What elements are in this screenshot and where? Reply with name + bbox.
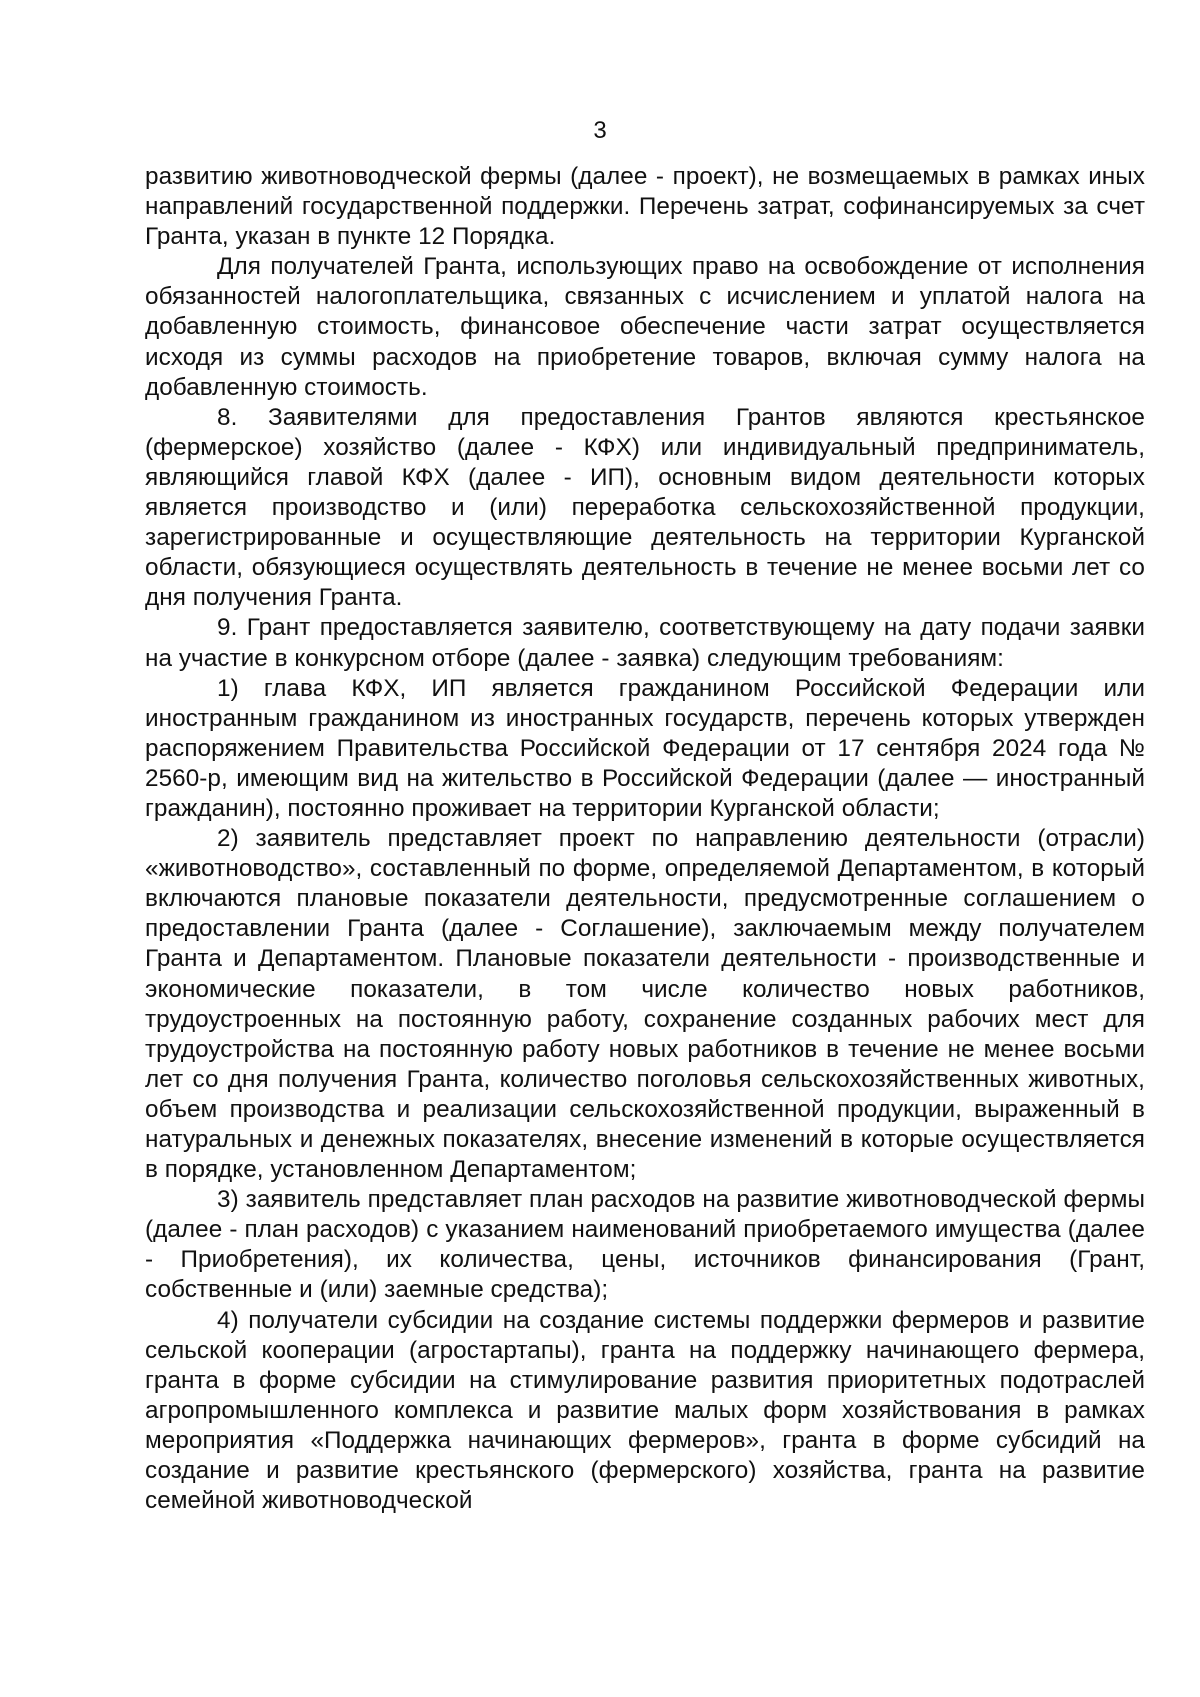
- paragraph-continuation: развитию животноводческой фермы (далее - проект), не возмещаемых в рамках иных направлений государственной поддержки. Перечень затрат, софинансируемых за счет Гранта, указан в пункте 12 Порядка.: [145, 163, 1145, 251]
- paragraph-item-8: 8. Заявителями для предоставления Грантов являются крестьянское (фермерское) хозяйство (далее - КФХ) или индивидуальный предприниматель, являющийся главой КФХ (далее - ИП), основным видом деятельности которых является производство и (или) переработка сельскохозяйственной продукции, зарегистрированные и осуществляющие деятельность на территории Курганской области, обязующиеся осуществлять деятельность в течение не менее восьми лет со дня получения Гранта.: [145, 403, 1145, 612]
- paragraph-subitem-1: 1) глава КФХ, ИП является гражданином Российской Федерации или иностранным гражданином из иностранных государств, перечень которых утвержден распоряжением Правительства Российской Федерации от 17 сентября 2024 года № 2560-р, имеющим вид на жительство в Российской Федерации (далее — иностранный гражданин), постоянно проживает на территории Курганской области;: [145, 674, 1145, 822]
- paragraph-item-9: 9. Грант предоставляется заявителю, соответствующему на дату подачи заявки на участие в конкурсном отборе (далее - заявка) следующим требованиям:: [145, 614, 1145, 672]
- paragraph-subitem-2: 2) заявитель представляет проект по направлению деятельности (отрасли) «животноводство», составленный по форме, определяемой Департаментом, в который включаются плановые показатели деятельности, предусмотренные соглашением о предоставлении Гранта (далее - Соглашение), заключаемым между получателем Гранта и Департаментом. Плановые показатели деятельности - производственные и экономические показатели, в том числе количество новых работников, трудоустроенных на постоянную работу, сохранение созданных рабочих мест для трудоустройства на постоянную работу новых работников в течение не менее восьми лет со дня получения Гранта, количество поголовья сельскохозяйственных животных, объем производства и реализации сельскохозяйственной продукции, выраженный в натуральных и денежных показателях, внесение изменений в которые осуществляется в порядке, установленном Департаментом;: [145, 825, 1145, 1184]
- document-body: [145, 162, 1145, 1516]
- page-number: 3: [593, 117, 607, 144]
- paragraph-vat-clause: Для получателей Гранта, использующих право на освобождение от исполнения обязанностей налогоплательщика, связанных с исчислением и уплатой налога на добавленную стоимость, финансовое обеспечение части затрат осуществляется исходя из суммы расходов на приобретение товаров, включая сумму налога на добавленную стоимость.: [145, 253, 1145, 401]
- paragraph-subitem-4: 4) получатели субсидии на создание системы поддержки фермеров и развитие сельской кооперации (агростартапы), гранта на поддержку начинающего фермера, гранта в форме субсидии на стимулирование развития приоритетных подотраслей агропромышленного комплекса и развитие малых форм хозяйствования в рамках мероприятия «Поддержка начинающих фермеров», гранта в форме субсидий на создание и развитие крестьянского (фермерского) хозяйства, гранта на развитие семейной животноводческой: [145, 1306, 1145, 1515]
- paragraph-subitem-3: 3) заявитель представляет план расходов на развитие животноводческой фермы (далее - план расходов) с указанием наименований приобретаемого имущества (далее - Приобретения), их количества, цены, источников финансирования (Грант, собственные и (или) заемные средства);: [145, 1186, 1145, 1304]
